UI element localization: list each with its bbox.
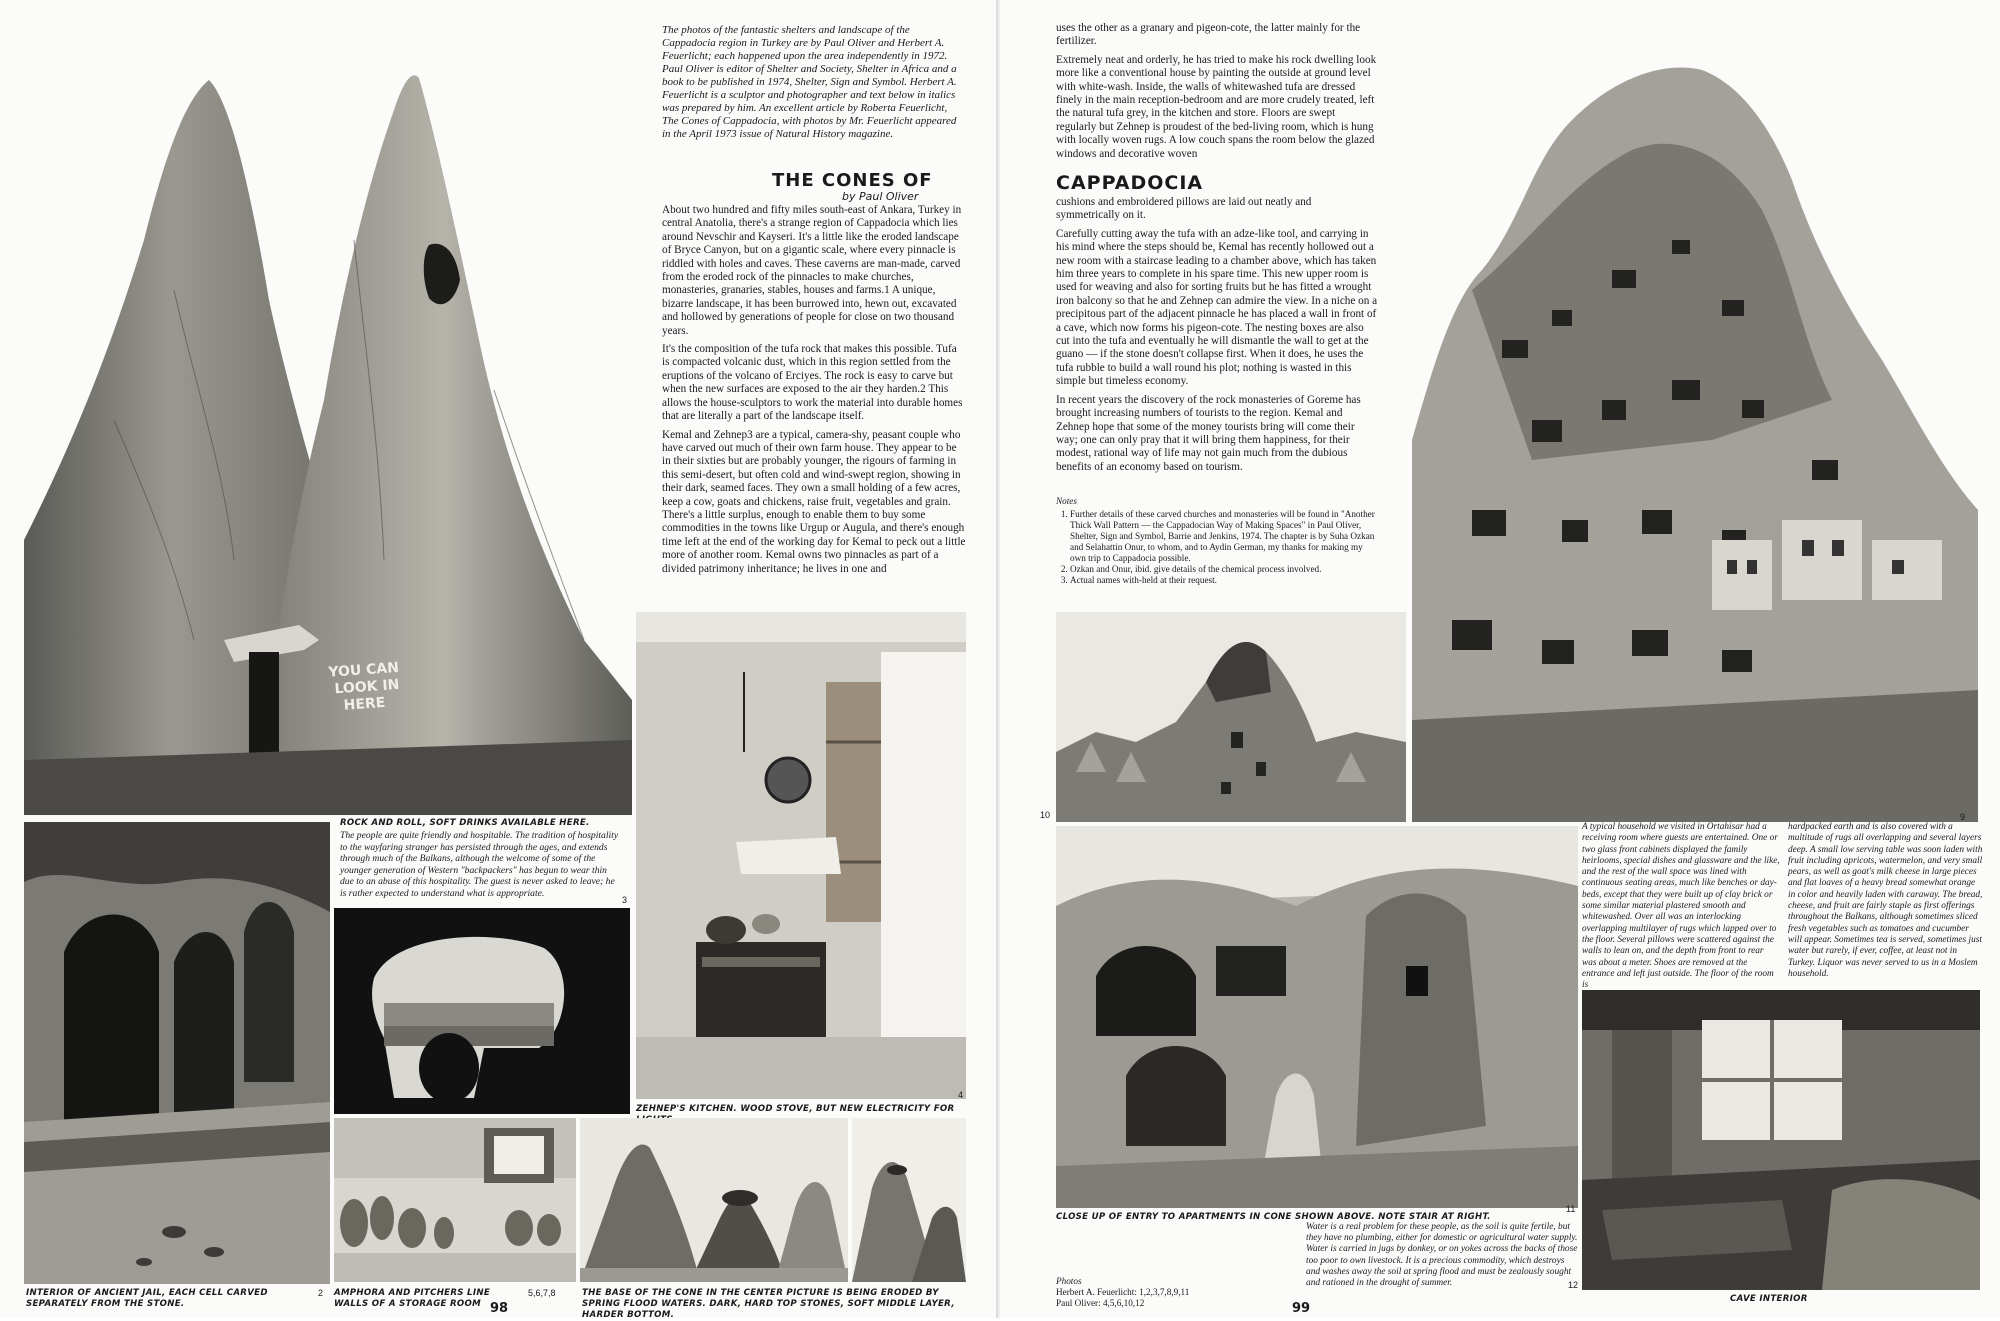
photo-kitchen [636, 612, 966, 1099]
graffiti-line-3: HERE [343, 694, 386, 714]
paragraph-3: Kemal and Zehnep3 are a typical, camera-shy, peasant couple who have carved out much of their own farm house. They appear to be in their sixties but are probably younger, the rigours of farming in this semi-desert, but often cold and wind-swept region, showing in their dark, seamed faces. They own a small holding of a few acres, keep a cow, goats and chickens, raise fruit, vegetables and grain. There's a little surplus, enough to enable them to buy some commodities in the towns like Urgup or Augula, and there's enough time left at the end of the working day for Kemal to peck out a little more of another room. Kemal owns two pinnacles as part of a divided patrimony inheritance; he lives in one and [662, 428, 966, 575]
paragraph-right-1: uses the other as a granary and pigeon-cote, the latter mainly for the fertilizer. [1056, 22, 1361, 48]
photo-eroded-cones-1 [580, 1118, 848, 1282]
page-number-right: 99 [1292, 1301, 1311, 1316]
left-page [0, 0, 1000, 1318]
caption-storage-room: AMPHORA AND PITCHERS LINE WALLS OF A STORAGE ROOM [334, 1288, 490, 1309]
rock-citadel-image [1412, 40, 1978, 822]
photo-cone-landscape [1056, 612, 1406, 822]
graffiti-line-1: YOU CAN [327, 659, 400, 681]
eroded-cones-2-image [852, 1118, 966, 1282]
cave-interior-image [1582, 990, 1980, 1290]
household-column-2: hardpacked earth and is also covered with a multitude of rugs all overlapping and several layers deep. A small low serving table was soon laden with fruit including apricots, watermelon, and very small pears, as well as goat's milk cheese in large pieces and flat loaves of a heavy bread somewhat orange in color and heavily laden with caraway. The bread, cheese, and fruit are fairly staple as first offerings throughout the Balkans, although sometimes sliced fresh vegetables such as tomatoes and cucumber will appear. Sometimes tea is served, sometimes just water but rarely, if ever, coffee, at least not in Turkey. Liquor was never served to us in a Moslem household. [1788, 822, 1983, 979]
photo-entry-closeup [1056, 826, 1578, 1208]
photo-eroded-cones-2 [852, 1118, 966, 1282]
caption-rock-and-roll: ROCK AND ROLL, SOFT DRINKS AVAILABLE HERE. [340, 818, 590, 828]
photo-twin-cones [24, 40, 632, 815]
note-3: 3. Actual names with-held at their request. [1070, 575, 1378, 586]
cave-window-image [334, 908, 630, 1114]
photo-storage-room [334, 1118, 576, 1282]
article-byline: by Paul Oliver [842, 190, 919, 203]
article-body-right-top [1056, 22, 1378, 166]
caption-eroded-cone: THE BASE OF THE CONE IN THE CENTER PICTURE IS BEING ERODED BY SPRING FLOOD WATERS. DARK, HARD TOP STONES, SOFT MIDDLE LAYER, HARDER BOTTOM. [582, 1288, 955, 1320]
paragraph-right-3: cushions and embroidered pillows are laid out neatly and symmetrically on it. [1056, 196, 1312, 222]
photo-credits-heading: Photos [1056, 1276, 1082, 1286]
photo-number-12: 12 [1568, 1280, 1579, 1290]
right-page [1000, 0, 2000, 1318]
photo-number-9: 9 [1960, 812, 1966, 822]
kitchen-image [636, 612, 966, 1099]
article-body-right [1056, 196, 1378, 479]
twin-cones-image [24, 40, 632, 815]
notes-heading: Notes [1056, 496, 1077, 506]
page-number-left: 98 [490, 1301, 509, 1316]
paragraph-right-2: Extremely neat and orderly, he has tried to make his rock dwelling look more like a conventional house by painting the outside at ground level with white-wash. Inside, the walls of whitewashed tufa are dressed finely in the main reception-bedroom and are more crudely treated, left the natural tufa grey, in the kitchen and store. Floors are swept regularly but Zehnep is proudest of the bed-living room, which is hung with locally woven rugs. A low couch spans the room below the glazed windows and decorative woven [1056, 53, 1377, 160]
water-text: Water is a real problem for these people, as the soil is quite fertile, but they have no plumbing, either for domestic or agricultural water supply. Water is carried in jugs by donkey, or on yokes across the backs of those too poor to own livestock. It is a precious commodity, which destroys and washes away the soil at spring flood and must be zealously sought and rationed in the drought of summer. [1306, 1222, 1578, 1289]
photo-number-2: 2 [318, 1288, 324, 1298]
paragraph-1: About two hundred and fifty miles south-east of Ankara, Turkey in central Anatolia, there's a strange region of Cappadocia which lies around Nevschir and Kayseri. It's a little like the eroded landscape of Bryce Canyon, but on a gigantic scale, where every pinnacle is riddled with holes and caves. These caverns are man-made, carved from the eroded rock of the pinnacles to make churches, monasteries, granaries, stables, houses and farms.1 A unique, bizarre landscape, it has been burrowed into, hewn out, excavated and hollowed by generations of people for close on two thousand years. [662, 204, 962, 337]
hospitality-text: The people are quite friendly and hospitable. The tradition of hospitality to the wayfaring stranger has persisted through the ages, and extends through much of the Balkans, although the welcome of some of the younger generation of Western "backpackers" has begun to wear thin due to an abuse of this hospitality. The guest is never asked to leave; he is rather expected to understand what is appropriate. [340, 830, 619, 899]
jail-image [24, 822, 330, 1284]
cone-landscape-image [1056, 612, 1406, 822]
entry-closeup-image [1056, 826, 1578, 1208]
photo-cave-interior [1582, 990, 1980, 1290]
notes-section [1056, 496, 1378, 586]
caption-kitchen: ZEHNEP'S KITCHEN. WOOD STOVE, BUT NEW ELECTRICITY FOR [636, 1104, 955, 1114]
caption-ancient-jail: INTERIOR OF ANCIENT JAIL, EACH CELL CARVED SEPARATELY FROM THE STONE. [26, 1288, 268, 1309]
intro-note-text: The photos of the fantastic shelters and landscape of the Cappadocia region in Turkey are by Paul Oliver and Herbert A. Feuerlicht; each happened upon the area independently in 1972. Paul Oliver is editor of Shelter and Society, Shelter in Africa and a book to be published in 1974, Shelter, Sign and Symbol. Herbert A. Feuerlicht is a sculptor and photographer and text below in italics was prepared by him. An excellent article by Roberta Feuerlicht, The Cones of Cappadocia, with photos by Mr. Feuerlicht appeared in the April 1973 issue of Natural History magazine. [662, 24, 957, 140]
household-column-1: A typical household we visited in Ortahisar had a receiving room where guests are entertained. One or two glass front cabinets displayed the family heirlooms, special dishes and glassware and the like, and the rest of the wall space was lined with continuous seating areas, much like benches or day-beds, except that they were built up of clay brick or some similar material plastered smooth and whitewashed. Over all was an interlocking overlapping multilayer of rugs which lapped over to the floor. Several pillows were scattered against the walls to lean on, and the depth from front to rear was about a meter. Shoes are removed at the entrance and left just outside. The floor of the room is [1582, 822, 1780, 991]
photo-number-11: 11 [1566, 1204, 1576, 1214]
article-body-left [662, 204, 966, 581]
article-title-part2: CAPPADOCIA [1056, 172, 1204, 194]
note-2: 2. Ozkan and Onur, ibid. give details of the chemical process involved. [1070, 564, 1378, 575]
photo-cave-window [334, 908, 630, 1114]
photo-number-10: 10 [1040, 810, 1051, 820]
photo-rock-citadel [1412, 40, 1978, 822]
graffiti-line-2: LOOK IN [334, 676, 400, 698]
photo-numbers-5-8: 5,6,7,8 [528, 1288, 556, 1298]
intro-note [662, 24, 962, 141]
photo-ancient-jail [24, 822, 330, 1284]
photo-credits [1056, 1276, 1296, 1309]
notes-list [1056, 509, 1378, 586]
note-1: 1. Further details of these carved churches and monasteries will be found in "Another Thick Wall Pattern — the Cappadocian Way of Making Spaces" in Paul Oliver, Shelter, Sign and Symbol, Barrie and Jenkins, 1974. The chapter is by Suha Ozkan and Selahattin Onur, to whom, and to Aydin German, my thanks for making my own trip to Cappadocia possible. [1070, 509, 1378, 564]
article-title-part1: THE CONES OF [772, 170, 933, 191]
paragraph-2: It's the composition of the tufa rock that makes this possible. Tufa is compacted volcanic dust, which in this region settled from the eruptions of the volcano of Erciyes. The rock is easy to carve but when the new surfaces are exposed to the air they harden.2 This allows the house-sculptors to work the material into durable homes that are literally a part of the landscape itself. [662, 343, 963, 423]
paragraph-right-5: In recent years the discovery of the rock monasteries of Goreme has brought increasing numbers of tourists to the region. Kemal and Zehnep hope that some of the money tourists bring will come their way; one can only pray that it will bring them happiness, for their modest, rational way of life may not gain much from the dubious benefits of an economy based on tourism. [1056, 393, 1361, 473]
photo-credit-oliver: Paul Oliver: 4,5,6,10,12 [1056, 1298, 1145, 1308]
storage-room-image [334, 1118, 576, 1282]
eroded-cones-1-image [580, 1118, 848, 1282]
photo-credit-feuerlicht: Herbert A. Feuerlicht: 1,2,3,7,8,9,11 [1056, 1287, 1190, 1297]
photo-number-4: 4 [958, 1090, 964, 1100]
paragraph-right-4: Carefully cutting away the tufa with an adze-like tool, and carrying in his mind where the steps should be, Kemal has recently hollowed out a new room with a staircase leading to a chamber above, which has taken him three years to complete in his spare time. This new upper room is used for weaving and also for sorting fruits but he has fitted a wrought iron balcony so that he and Zehnep can admire the view. In a niche on a precipitous part of the adjacent pinnacle he has placed a wall in front of a cave, which now forms his pigeon-cote. The nesting boxes are also cut into the tufa and eventually he will dismantle the wall to get at the guano — if the stone doesn't collapse first. When it does, he uses the tufa rubble to build a wall round his plot; nothing is wasted in this simple but timeless economy. [1056, 227, 1378, 388]
caption-entry-closeup: CLOSE UP OF ENTRY TO APARTMENTS IN CONE SHOWN ABOVE. NOTE STAIR AT RIGHT. [1056, 1212, 1491, 1222]
caption-cave-interior: CAVE INTERIOR [1730, 1294, 1808, 1304]
photo-number-3: 3 [622, 895, 628, 905]
